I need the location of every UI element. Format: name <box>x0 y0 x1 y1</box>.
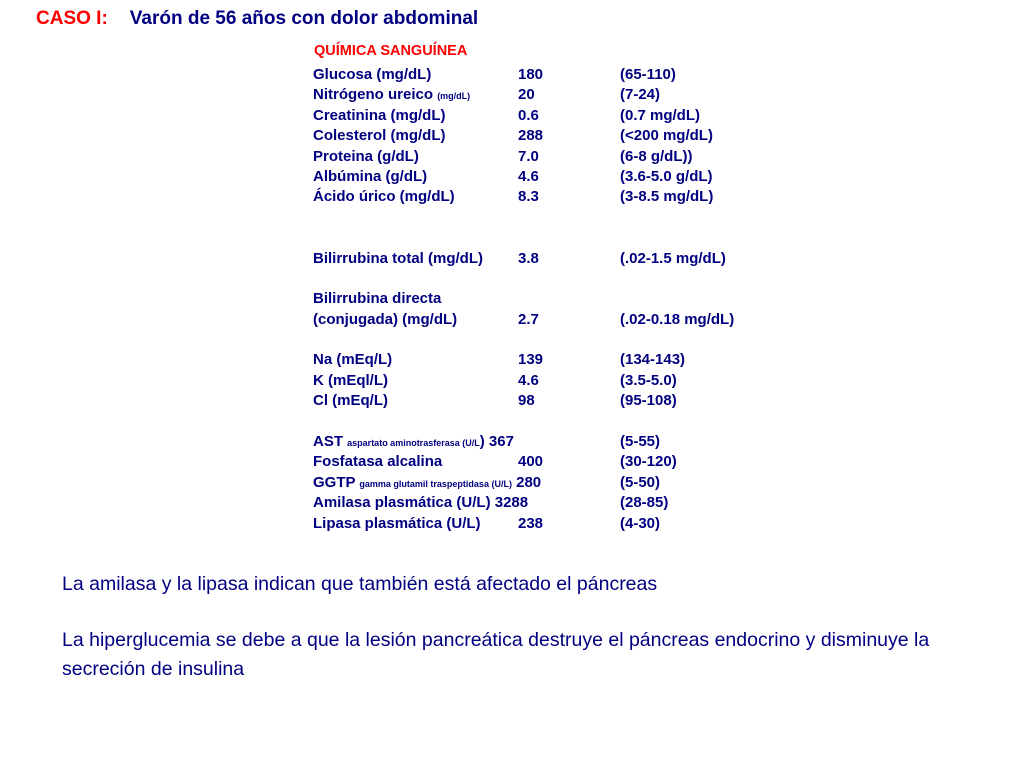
test-name <box>313 453 442 470</box>
test-name-text: Nitrógeno ureico <box>313 86 434 104</box>
test-value: 4.6 <box>518 371 539 389</box>
reference-range: (3-8.5 mg/dL) <box>620 188 714 206</box>
reference-range: (28-85) <box>620 494 669 512</box>
test-name <box>313 168 427 185</box>
reference-range: (65-110) <box>620 66 676 83</box>
test-name <box>313 372 388 389</box>
test-value: 3288 <box>494 494 529 512</box>
test-name-text: AST <box>313 433 343 451</box>
test-name-text: (conjugada) (mg/dL) <box>313 310 458 328</box>
reference-range: (5-55) <box>620 433 661 451</box>
test-name <box>313 86 470 103</box>
note-hiperglucemia: La hiperglucemia se debe a que la lesión pancreática destruye el páncreas endocrino y disminuye la secreción de insulina <box>62 629 930 680</box>
test-value: 367 <box>488 433 514 451</box>
reference-range: (<200 mg/dL) <box>620 127 713 145</box>
test-name-text: Bilirrubina total (mg/dL) <box>313 249 483 267</box>
test-name-text: K (mEql/L) <box>313 371 388 389</box>
test-value: 4.6 <box>518 167 539 185</box>
reference-range: (3.5-5.0) <box>620 371 677 389</box>
test-name <box>313 351 392 368</box>
test-name-text: Albúmina (g/dL) <box>313 167 428 185</box>
test-name-text: Ácido úrico (mg/dL) <box>313 188 455 206</box>
test-name <box>313 290 441 307</box>
test-name <box>313 392 388 409</box>
test-name <box>313 188 455 205</box>
reference-range: (5-50) <box>620 473 661 491</box>
test-name <box>313 107 446 124</box>
test-name-text: Cl (mEq/L) <box>313 392 388 410</box>
note-amilasa: La amilasa y la lipasa indican que también está afectado el páncreas <box>62 573 658 595</box>
test-value: 0.6 <box>518 106 539 124</box>
case-label: CASO I: <box>36 8 108 29</box>
test-name <box>313 66 431 83</box>
reference-range: (7-24) <box>620 86 661 104</box>
test-value: 7.0 <box>518 147 539 165</box>
test-value: 139 <box>518 351 544 369</box>
test-name-text: Creatinina (mg/dL) <box>313 106 446 124</box>
notes <box>62 570 962 684</box>
reference-range: (0.7 mg/dL) <box>620 106 701 124</box>
test-name-text: Fosfatasa alcalina <box>313 453 443 471</box>
test-name-text: Bilirrubina directa <box>313 290 442 308</box>
test-name-text: Lipasa plasmática (U/L) <box>313 514 481 532</box>
test-value: 180 <box>518 66 544 83</box>
test-name <box>313 515 481 532</box>
test-name <box>313 250 483 267</box>
test-value: 400 <box>518 453 544 471</box>
test-name-text: Na (mEq/L) <box>313 351 393 369</box>
reference-range: (6-8 g/dL)) <box>620 147 693 165</box>
test-value: 288 <box>518 127 544 145</box>
test-value: 2.7 <box>518 310 539 328</box>
test-value: 280 <box>516 473 542 491</box>
reference-range: (95-108) <box>620 392 677 410</box>
test-name-text: Amilasa plasmática (U/L) <box>313 494 491 512</box>
reference-range: (.02-1.5 mg/dL) <box>620 249 726 267</box>
test-name <box>313 311 457 328</box>
reference-range: (134-143) <box>620 351 686 369</box>
test-name <box>313 474 541 491</box>
test-name <box>313 433 514 450</box>
test-name-text: GGTP <box>313 473 356 491</box>
test-name-detail: aspartato aminotrasferasa (U/L <box>347 438 480 449</box>
reference-range: (.02-0.18 mg/dL) <box>620 310 735 328</box>
slide-title <box>36 8 478 30</box>
test-name-detail: (mg/dL) <box>437 91 471 102</box>
test-name <box>313 127 446 144</box>
test-name-text: Proteina (g/dL) <box>313 147 419 165</box>
test-value: 20 <box>518 86 535 104</box>
reference-range: (4-30) <box>620 514 661 532</box>
test-name <box>313 494 528 511</box>
reference-range: (3.6-5.0 g/dL) <box>620 167 713 185</box>
test-name <box>313 148 419 165</box>
test-name-text: Colesterol (mg/dL) <box>313 127 446 145</box>
section-title: QUÍMICA SANGUÍNEA <box>314 43 468 59</box>
test-value: 3.8 <box>518 249 539 267</box>
test-value: 238 <box>518 514 544 532</box>
case-description: Varón de 56 años con dolor abdominal <box>129 8 479 29</box>
test-value: 8.3 <box>518 188 539 206</box>
test-name-text: Glucosa (mg/dL) <box>313 66 432 83</box>
reference-range: (30-120) <box>620 453 677 471</box>
test-value: 98 <box>518 392 535 410</box>
test-name-detail: gamma glutamil traspeptidasa (U/L) <box>359 478 512 489</box>
test-name-suffix: ) <box>479 433 485 451</box>
